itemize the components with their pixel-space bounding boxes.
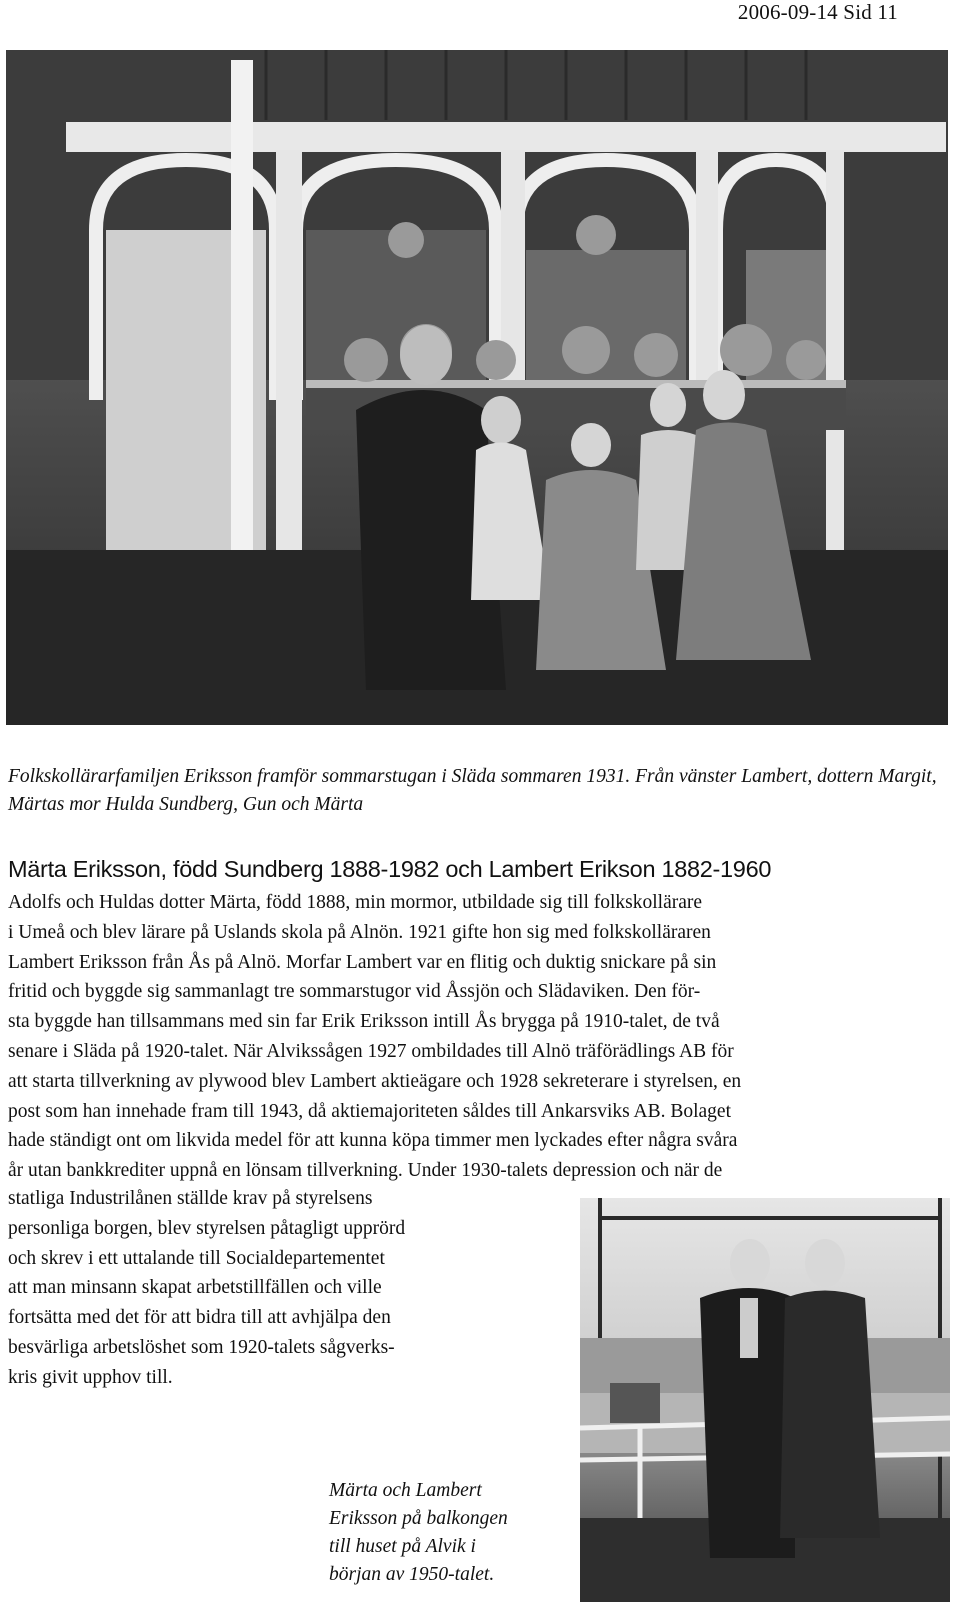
balcony-photo-illustration bbox=[580, 1198, 950, 1602]
body-line: och skrev i ett uttalande till Socialdepartementet bbox=[8, 1247, 385, 1269]
top-photo-caption: Folkskollärarfamiljen Eriksson framför sommarstugan i Släda sommaren 1931. Från vänster Lambert, dottern Margit, Märtas mor Hulda Sundberg, Gun och Märta bbox=[8, 766, 937, 815]
caption-line: till huset på Alvik i bbox=[329, 1536, 476, 1557]
body-line: personliga borgen, blev styrelsen påtagligt upprörd bbox=[8, 1217, 406, 1239]
caption-line: Eriksson på balkongen bbox=[329, 1508, 508, 1529]
body-line: statliga Industrilånen ställde krav på styrelsens bbox=[8, 1188, 373, 1209]
page-header-date-page: 2006-09-14 Sid 11 bbox=[737, 0, 898, 24]
body-line: Adolfs och Huldas dotter Märta, född 1888, min mormor, utbildade sig till folkskollärare bbox=[8, 892, 703, 913]
body-line: senare i Släda på 1920-talet. När Alvikssågen 1927 ombildades till Alnö träförädlings AB för bbox=[8, 1040, 734, 1062]
body-line: hade ständigt ont om likvida medel för att kunna köpa timmer men lyckades efter några svåra bbox=[8, 1130, 738, 1152]
body-line: i Umeå och blev lärare på Uslands skola på Alnön. 1921 gifte hon sig med folkskolläraren bbox=[8, 921, 711, 943]
balcony-couple-photo bbox=[580, 1198, 950, 1602]
family-porch-photo bbox=[6, 50, 948, 725]
body-line: besvärliga arbetslöshet som 1920-talets sågverks- bbox=[8, 1336, 395, 1358]
body-line: fritid och byggde sig sammanlagt tre sommarstugor vid Åssjön och Slädaviken. Den för- bbox=[8, 981, 701, 1003]
porch-photo-illustration bbox=[6, 50, 948, 725]
body-line: post som han innehade fram till 1943, då aktiemajoriteten såldes till Ankarsviks AB. Bolaget bbox=[8, 1100, 731, 1122]
body-line: att starta tillverkning av plywood blev Lambert aktieägare och 1928 sekreterare i styrelsen, en bbox=[8, 1070, 742, 1092]
body-line: fortsätta med det för att bidra till att avhjälpa den bbox=[8, 1307, 391, 1329]
caption-line: Märta och Lambert bbox=[329, 1480, 482, 1501]
body-line: sta byggde han tillsammans med sin far Erik Eriksson intill Ås brygga på 1910-talet, de två bbox=[8, 1011, 720, 1033]
article-body-full-width bbox=[8, 888, 953, 1186]
article-heading: Märta Eriksson, född Sundberg 1888-1982 och Lambert Erikson 1882-1960 bbox=[8, 856, 772, 882]
body-line: att man minsann skapat arbetstillfällen och ville bbox=[8, 1277, 382, 1299]
body-line: kris givit upphov till. bbox=[8, 1366, 173, 1388]
body-line: år utan bankkrediter uppnå en lönsam tillverkning. Under 1930-talets depression och när de bbox=[8, 1160, 723, 1182]
caption-line: början av 1950-talet. bbox=[329, 1564, 495, 1585]
article-body-narrow-column bbox=[8, 1184, 568, 1393]
body-line: Lambert Eriksson från Ås på Alnö. Morfar Lambert var en flitig och duktig snickare på sin bbox=[8, 951, 717, 973]
bottom-photo-caption bbox=[329, 1477, 569, 1589]
